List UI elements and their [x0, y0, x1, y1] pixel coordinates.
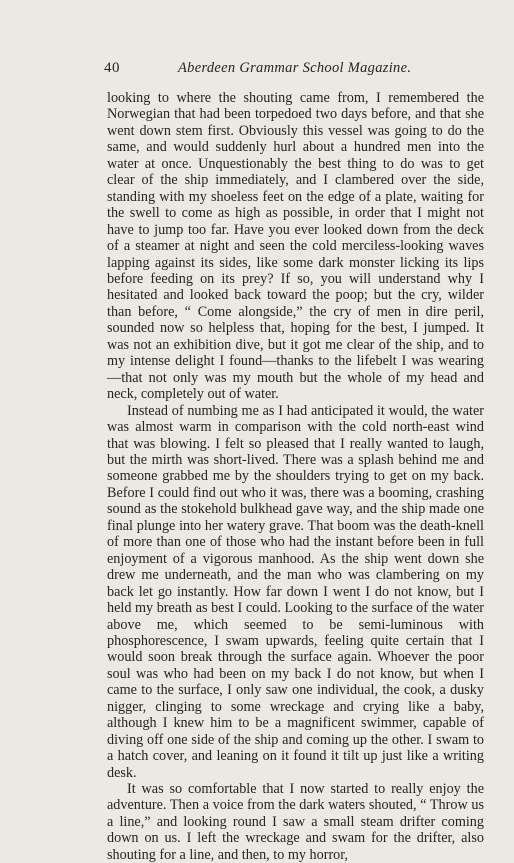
paragraph-3: It was so comfortable that I now started to really enjoy the adventure. Then a voice from the dark waters shouted, “ Throw us a line,” and looking round I saw a small steam drifter coming down on us. I left the wreckage and swam for the drifter, also shouting for a line, and then, to my horror,	[107, 781, 484, 863]
running-title: Aberdeen Grammar School Magazine.	[178, 60, 412, 76]
page-header	[104, 60, 490, 80]
paragraph-1: looking to where the shouting came from, I remembered the Norwegian that had been torpedoed two days before, and that she went down stem first. Obviously this vessel was going to do the same, and would suddenly hurl about a hundred men into the water at once. Unquestionably the best thing to do was to get clear of the ship immediately, and I clambered over the side, standing with my shoeless feet on the edge of a plate, waiting for the swell to come as high as possible, in order that I might not have to jump too far. Have you ever looked down from the deck of a steamer at night and seen the cold merciless-looking waves lapping against its sides, like some dark monster licking its lips before feeding on its prey? If so, you will understand why I hesitated and looked back toward the poop; but the cry, wilder than before, “ Come alongside,” the cry of men in dire peril, sounded now so helpless that, hoping for the best, I jumped. It was not an exhibition dive, but it got me clear of the ship, and to my intense delight I found—thanks to the lifebelt I was wearing—that not only was my mouth but the whole of my head and neck, completely out of water.	[107, 90, 484, 403]
page-number: 40	[104, 60, 120, 76]
paragraph-2: Instead of numbing me as I had anticipated it would, the water was almost warm in comparison with the cold north-east wind that was blowing. I felt so pleased that I really wanted to laugh, but the mirth was short-lived. There was a splash behind me and someone grabbed me by the shoulders trying to get on my back. Before I could find out who it was, there was a booming, crashing sound as the stokehold bulkhead gave way, and the ship made one final plunge into her watery grave. That boom was the death-knell of more than one of those who had the instant before been in full enjoyment of a vigorous manhood. As the ship went down she drew me underneath, and the man who was clambering on my back let go instantly. How far down I went I do not know, but I held my breath as best I could. Looking to the surface of the water above me, which seemed to be semi-luminous with phosphorescence, I swam upwards, feeling quite certain that I would soon break through the surface again. Whoever the poor soul was who had been on my back I do not know, but when I came to the surface, I only saw one individual, the cook, a dusky nigger, clinging to some wreckage and crying like a baby, although I knew him to be a magnificent swimmer, capable of diving off one side of the ship and coming up the other. I swam to a hatch cover, and leaning on it found it tilt up just like a writing desk.	[107, 402, 484, 781]
article-body	[107, 90, 484, 863]
